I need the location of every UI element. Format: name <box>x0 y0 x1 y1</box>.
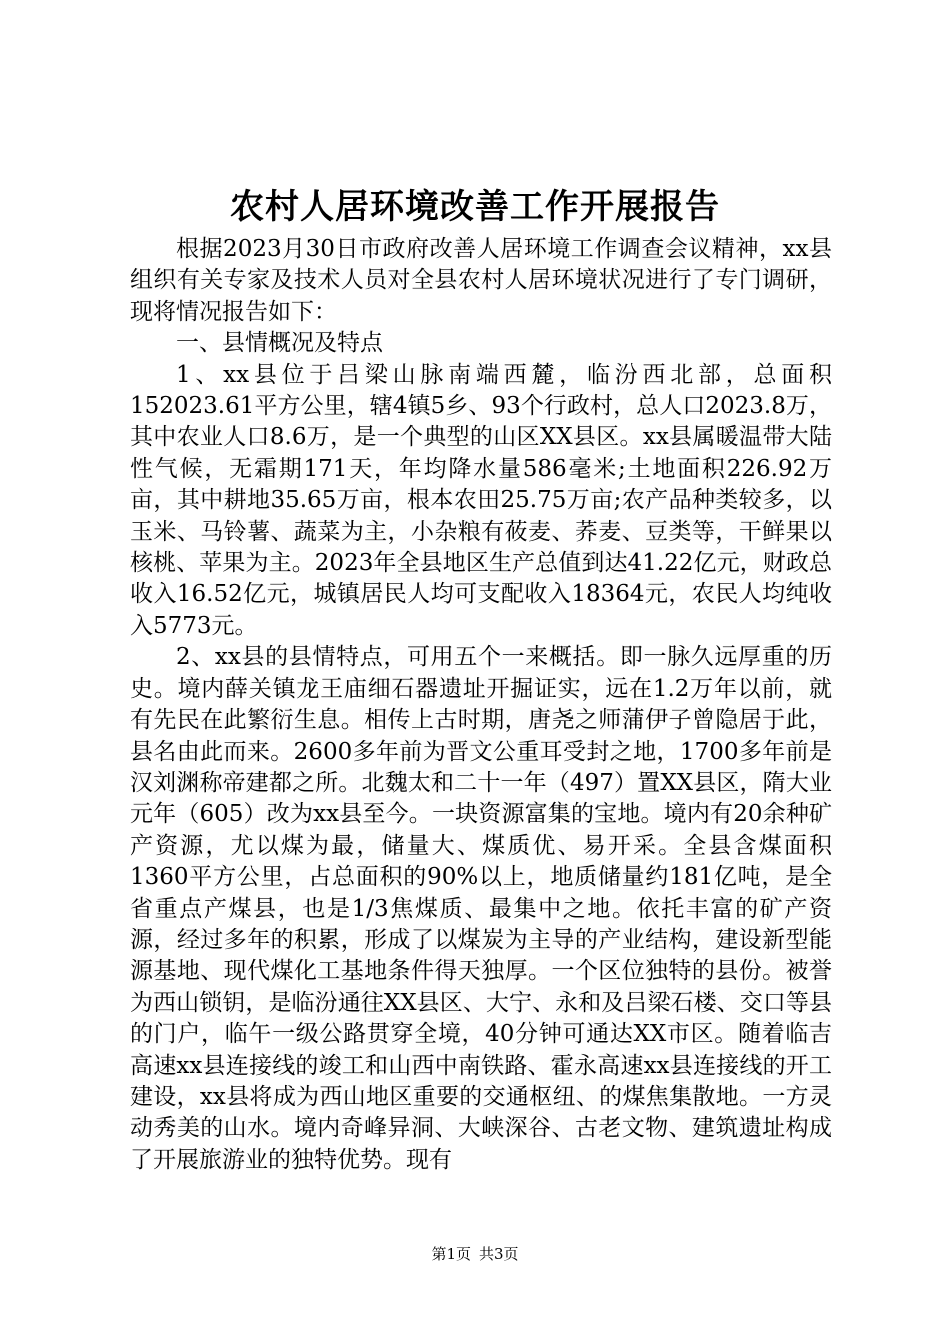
paragraph-county-features: 2、xx县的县情特点，可用五个一来概括。即一脉久远厚重的历史。境内薛关镇龙王庙细石器遗址开掘证实，远在1.2万年以前，就有先民在此繁衍生息。相传上古时期，唐尧之师蒲伊子曾隐居于此，县名由此而来。2600多年前为晋文公重耳受封之地，1700多年前是汉刘渊称帝建都之所。北魏太和二十一年（497）置XX县区，隋大业元年（605）改为xx县至今。一块资源富集的宝地。境内有20余种矿产资源，尤以煤为最，储量大、煤质优、易开采。全县含煤面积1360平方公里，占总面积的90%以上，地质储量约181亿吨，是全省重点产煤县，也是1/3焦煤质、最集中之地。依托丰富的矿产资源，经过多年的积累，形成了以煤炭为主导的产业结构，建设新型能源基地、现代煤化工基地条件得天独厚。一个区位独特的县份。被誉为西山锁钥，是临汾通往XX县区、大宁、永和及吕梁石楼、交口等县的门户，临午一级公路贯穿全境，40分钟可通达XX市区。随着临吉高速xx县连接线的竣工和山西中南铁路、霍永高速xx县连接线的开工建设，xx县将成为西山地区重要的交通枢纽、的煤焦集散地。一方灵动秀美的山水。境内奇峰异洞、大峡深谷、古老文物、建筑遗址构成了开展旅游业的独特优势。现有 <box>130 644 832 1173</box>
section-heading: 一、县情概况及特点 <box>176 330 383 357</box>
page-footer <box>0 1244 950 1264</box>
page-total: 共3页 <box>479 1245 519 1263</box>
page-number: 第1页 <box>431 1245 471 1263</box>
document-title: 农村人居环境改善工作开展报告 <box>230 187 720 227</box>
document-body <box>130 234 832 1176</box>
paragraph-county-overview: 1、xx县位于吕梁山脉南端西麓，临汾西北部，总面积152023.61平方公里，辖4镇5乡、93个行政村，总人口2023.8万，其中农业人口8.6万，是一个典型的山区XX县区。xx县属暖温带大陆性气候，无霜期171天，年均降水量586毫米;土地面积226.92万亩，其中耕地35.65万亩，根本农田25.75万亩;农产品种类较多，以玉米、马铃薯、蔬菜为主，小杂粮有莜麦、荞麦、豆类等，干鲜果以核桃、苹果为主。2023年全县地区生产总值到达41.22亿元，财政总收入16.52亿元，城镇居民人均可支配收入18364元，农民人均纯收入5773元。 <box>130 361 832 639</box>
paragraph-intro: 根据2023月30日市政府改善人居环境工作调查会议精神，xx县组织有关专家及技术人员对全县农村人居环境状况进行了专门调研，现将情况报告如下： <box>130 236 832 325</box>
